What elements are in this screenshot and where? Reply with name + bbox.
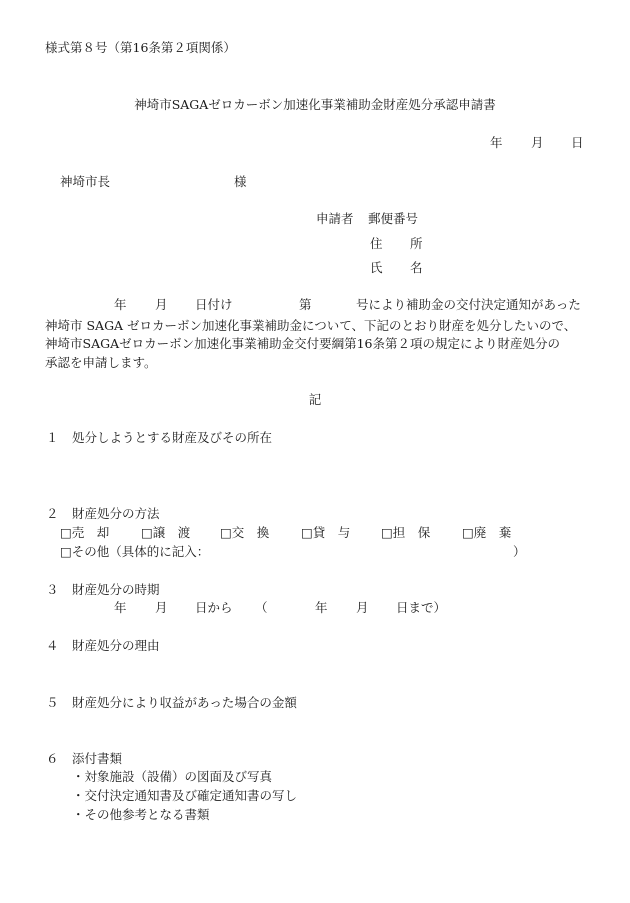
option-transfer[interactable]: □譲 渡 xyxy=(141,525,191,540)
document-title: 神埼市SAGAゼロカーボン加速化事業補助金財産処分承認申請書 xyxy=(134,97,496,112)
attachment-item: ・対象施設（設備）の図面及び写真 xyxy=(72,769,273,784)
period-start-month: 月 xyxy=(155,600,168,615)
section-3-label: 財産処分の時期 xyxy=(72,582,160,597)
option-exchange[interactable]: □交 換 xyxy=(220,525,270,540)
addressee-name: 神埼市長 xyxy=(60,174,111,189)
period-end-month: 月 xyxy=(356,600,369,615)
postal-code-label: 郵便番号 xyxy=(368,211,419,226)
name-label-1: 氏 xyxy=(370,260,383,275)
addressee-honorific: 様 xyxy=(234,174,247,189)
date-day: 日 xyxy=(571,135,584,150)
body-line-3: 神埼市SAGAゼロカーボン加速化事業補助金交付要綱第16条第２項の規定により財産処分の xyxy=(45,336,561,351)
body-number-prefix: 第 xyxy=(299,297,312,312)
section-6-label: 添付書類 xyxy=(72,751,123,766)
option-sale[interactable]: □売 却 xyxy=(60,525,110,540)
section-5-number: ５ xyxy=(46,695,59,710)
body-line-2: 神埼市 SAGA ゼロカーボン加速化事業補助金について、下記のとおり財産を処分したいので、 xyxy=(45,318,577,333)
option-other-close: ） xyxy=(513,544,526,559)
option-disposal[interactable]: □廃 棄 xyxy=(462,525,512,540)
period-end-year: 年 xyxy=(315,600,328,615)
period-start-year: 年 xyxy=(114,600,127,615)
address-label-1: 住 xyxy=(370,236,383,251)
form-number: 様式第８号（第16条第２項関係） xyxy=(45,40,236,55)
option-lease[interactable]: □貸 与 xyxy=(301,525,351,540)
body-month: 月 xyxy=(155,297,168,312)
name-label-2: 名 xyxy=(410,260,423,275)
section-1-number: １ xyxy=(46,430,59,445)
section-2-label: 財産処分の方法 xyxy=(72,506,160,521)
period-open-paren: （ xyxy=(255,600,268,615)
attachment-item: ・交付決定通知書及び確定通知書の写し xyxy=(72,788,298,803)
date-year: 年 xyxy=(490,135,503,150)
section-1-label: 処分しようとする財産及びその所在 xyxy=(72,430,273,445)
date-month: 月 xyxy=(531,135,544,150)
body-day: 日付け xyxy=(195,297,233,312)
ki-heading: 記 xyxy=(308,392,322,407)
period-start-day: 日から xyxy=(195,600,233,615)
section-2-number: ２ xyxy=(46,506,59,521)
body-line-4: 承認を申請します。 xyxy=(45,355,157,370)
option-collateral[interactable]: □担 保 xyxy=(381,525,431,540)
address-label-2: 所 xyxy=(410,236,423,251)
attachment-item: ・その他参考となる書類 xyxy=(72,807,210,822)
body-year: 年 xyxy=(114,297,127,312)
section-3-number: ３ xyxy=(46,582,59,597)
section-5-label: 財産処分により収益があった場合の金額 xyxy=(72,695,297,710)
option-other[interactable]: □その他（具体的に記入： xyxy=(60,544,210,559)
period-end-day: 日まで） xyxy=(396,600,447,615)
section-4-label: 財産処分の理由 xyxy=(72,638,160,653)
section-4-number: ４ xyxy=(46,638,59,653)
applicant-label: 申請者 xyxy=(316,211,354,226)
body-line1-tail: 号により補助金の交付決定通知があった xyxy=(356,297,581,312)
section-6-number: ６ xyxy=(46,751,59,766)
